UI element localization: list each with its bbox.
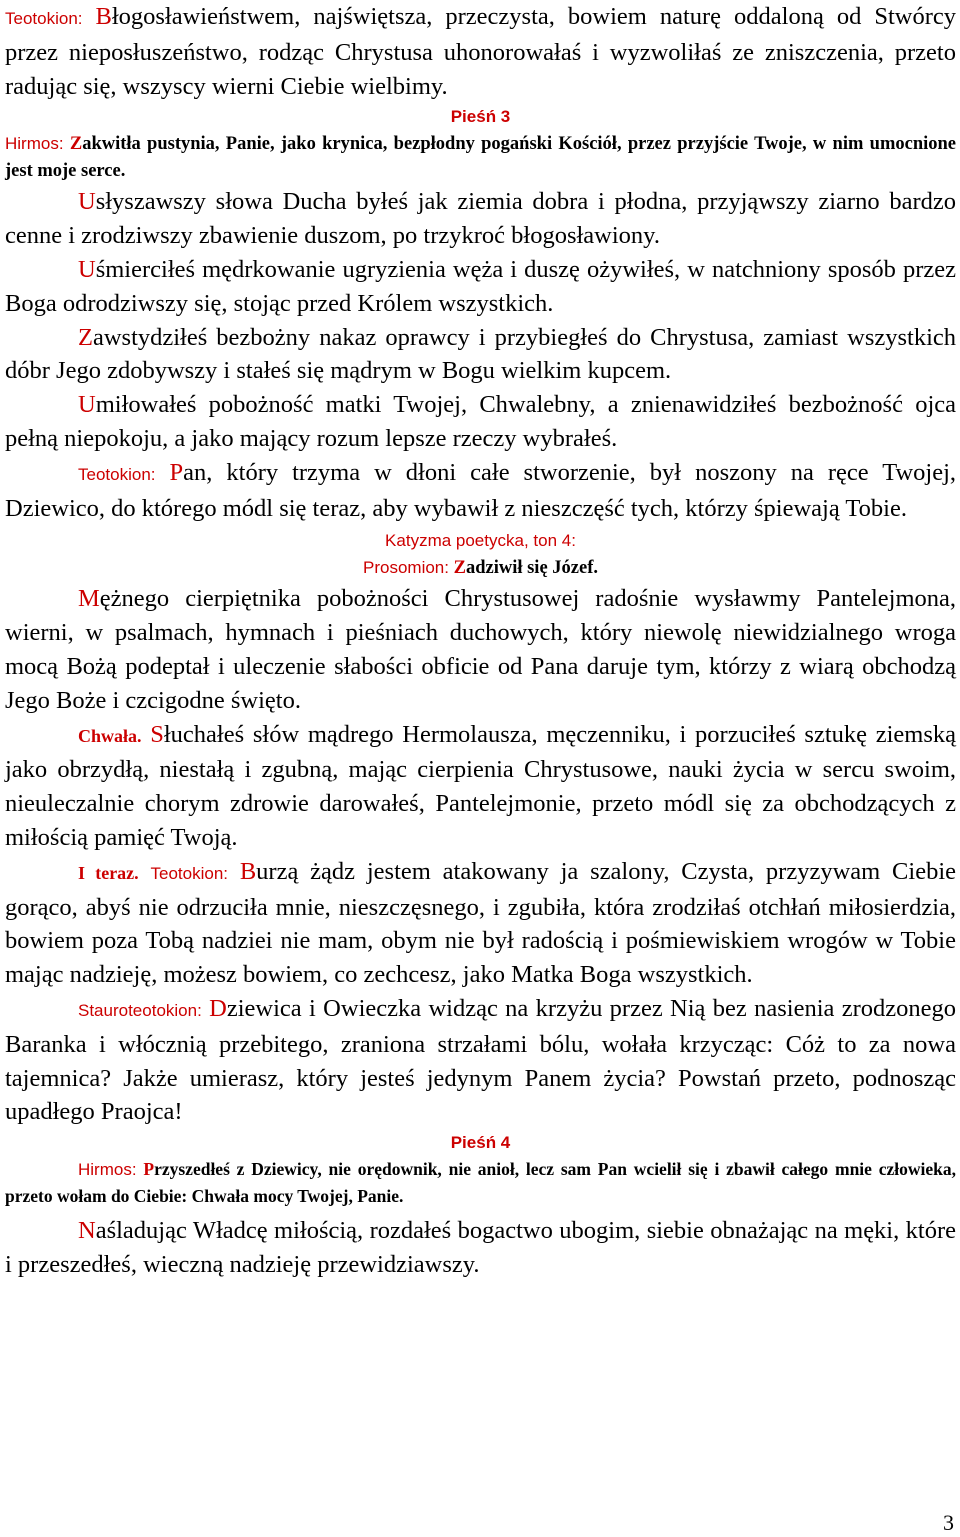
- paragraph-text: awstydziłeś bezbożny nakaz oprawcy i przybiegłeś do Chrystusa, zamiast wszystkich dóbr Jego zdobywszy i stałeś się mądrym w Bogu wielkim kupcem.: [5, 323, 956, 385]
- troparion-paragraph: [5, 321, 956, 389]
- troparion-paragraph: [5, 1214, 956, 1282]
- prosomion-text: adziwił się Józef.: [465, 558, 598, 579]
- teotokion-paragraph: [5, 0, 956, 103]
- now-prefix: I teraz.: [78, 862, 139, 883]
- paragraph-text: urzą żądz jestem atakowany ja szalony, Czysta, przyzywam Ciebie gorąco, abyś nie odrzuciła mnie, nieszczęsnego, i zgubiła, która zrodziłaś otchłań miłosierdzia, bowiem poza Tobą nadziei nie mam, obym nie był radością i pośmiewiskiem wrogów w Tobie mając nadzieję, możesz bowiem, co zechcesz, jako Matka Boga wszystkich.: [5, 857, 956, 989]
- page-number: 3: [943, 1510, 954, 1535]
- initial-letter: U: [78, 255, 96, 283]
- paragraph-text: łogosławieństwem, najświętsza, przeczysta, bowiem naturę oddaloną od Stwórcy przez nieposłuszeństwo, rodząc Chrystusa uhonorowałaś i wyzwoliłaś ze zniszczenia, przeto radując się, wszyscy wierni Ciebie wielbimy.: [5, 3, 956, 100]
- paragraph-text: łuchałeś słów mądrego Hermolausza, męczenniku, i porzuciłeś sztukę ziemską jako obrzydłą, niestałą i zgubną, mając cierpienia Chrystusowe, nauki życia w sercu swoim, nieuleczalnie chorym zdrowie darowałeś, Pantelejmonie, przeto módl się za obchodzących z miłością pamięć Twoją.: [5, 720, 957, 851]
- troparion-paragraph: [5, 388, 956, 456]
- katyzma-heading: Katyzma poetycka, ton 4:: [385, 531, 576, 551]
- sedalen-paragraph: [5, 582, 956, 717]
- stauroteotokion-label: Stauroteotokion:: [78, 1000, 202, 1020]
- initial-letter: Z: [78, 323, 93, 351]
- paragraph-text: miłowałeś pobożność matki Twojej, Chwalebny, a znienawidziłeś bezbożność ojca pełną niepokoju, a jako mający rozum lepsze rzeczy wybrałeś.: [5, 391, 956, 452]
- initial-letter: N: [78, 1217, 96, 1245]
- hirmos-label: Hirmos:: [5, 134, 64, 154]
- initial-letter: B: [95, 3, 112, 30]
- initial-letter: D: [209, 994, 227, 1022]
- paragraph-text: rzyszedłeś z Dziewicy, nie orędownik, nie anioł, lecz sam Pan wcielił się i zbawił całego mnie człowieka, przeto wołam do Ciebie: Chwała mocy Twojej, Panie.: [5, 1159, 957, 1207]
- paragraph-text: aśladując Władcę miłością, rozdałeś bogactwo ubogim, siebie obnażając na męki, które i przeszedłeś, wieczną nadzieję przewidziawszy.: [5, 1217, 956, 1278]
- paragraph-text: słyszawszy słowa Ducha byłeś jak ziemia dobra i płodna, przyjąwszy ziarno bardzo cenne i zrodziwszy zbawienie duszom, po trzykroć błogosławiony.: [5, 188, 956, 250]
- paragraph-text: akwitła pustynia, Panie, jako krynica, bezpłodny pogański Kościół, przez przyjście Twoje, w nim umocnione jest moje serce.: [5, 134, 956, 182]
- initial-letter: U: [78, 188, 96, 216]
- hirmos-paragraph: [5, 130, 956, 185]
- initial-letter: S: [150, 720, 164, 748]
- initial-letter: P: [169, 458, 184, 486]
- initial-letter: Z: [453, 558, 466, 579]
- paragraph-text: an, który trzyma w dłoni całe stworzenie, był noszony na ręce Twojej, Dziewico, do którego módl się teraz, aby wybawił z nieszczęść tych, którzy śpiewają Tobie.: [5, 458, 957, 522]
- document-page: [5, 0, 956, 1282]
- now-paragraph: [5, 855, 956, 992]
- prosomion-heading: [5, 554, 956, 582]
- stauroteotokion-paragraph: [5, 992, 956, 1129]
- paragraph-text: ziewica i Owieczka widząc na krzyżu przez Nią bez nasienia zrodzonego Baranka i włócznią przebitego, zraniona strzałami bólu, wołała krzycząc: Cóż to za nowa tajemnica? Jakże umierasz, który jesteś jedynym Panem życia? Powstań przeto, podnosząc upadłego Praojca!: [5, 994, 957, 1126]
- initial-letter: B: [239, 857, 257, 885]
- initial-letter: U: [78, 391, 96, 419]
- song-heading: Pieśń 3: [450, 107, 511, 127]
- teotokion-paragraph: [5, 456, 956, 526]
- teotokion-label: Teotokion:: [150, 863, 228, 883]
- hirmos-paragraph: [5, 1156, 956, 1210]
- initial-letter: M: [78, 585, 100, 613]
- glory-prefix: Chwała.: [78, 725, 142, 746]
- song-heading: Pieśń 4: [450, 1133, 511, 1153]
- initial-letter: P: [143, 1159, 155, 1180]
- glory-paragraph: [5, 718, 956, 855]
- prosomion-label: Prosomion:: [363, 558, 449, 578]
- teotokion-label: Teotokion:: [78, 464, 156, 484]
- initial-letter: Z: [69, 134, 83, 155]
- hirmos-label: Hirmos:: [78, 1160, 137, 1180]
- troparion-paragraph: [5, 185, 956, 253]
- teotokion-label: Teotokion:: [5, 9, 83, 28]
- troparion-paragraph: [5, 253, 956, 321]
- paragraph-text: śmierciłeś mędrkowanie ugryzienia węża i duszę ożywiłeś, w natchniony sposób przez Boga odrodziwszy się, stojąc przed Królem wszystkich.: [5, 255, 956, 317]
- paragraph-text: ężnego cierpiętnika pobożności Chrystusowej radośnie wysławmy Pantelejmona, wierni, w psalmach, hymnach i pieśniach duchowych, który niewolę niewidzialnego wroga mocą Bożą podeptał i uleczenie słabości obficie od Pana daruje tym, którzy z wiarą obchodzą Jego Boże i czcigodne święto.: [5, 585, 956, 714]
